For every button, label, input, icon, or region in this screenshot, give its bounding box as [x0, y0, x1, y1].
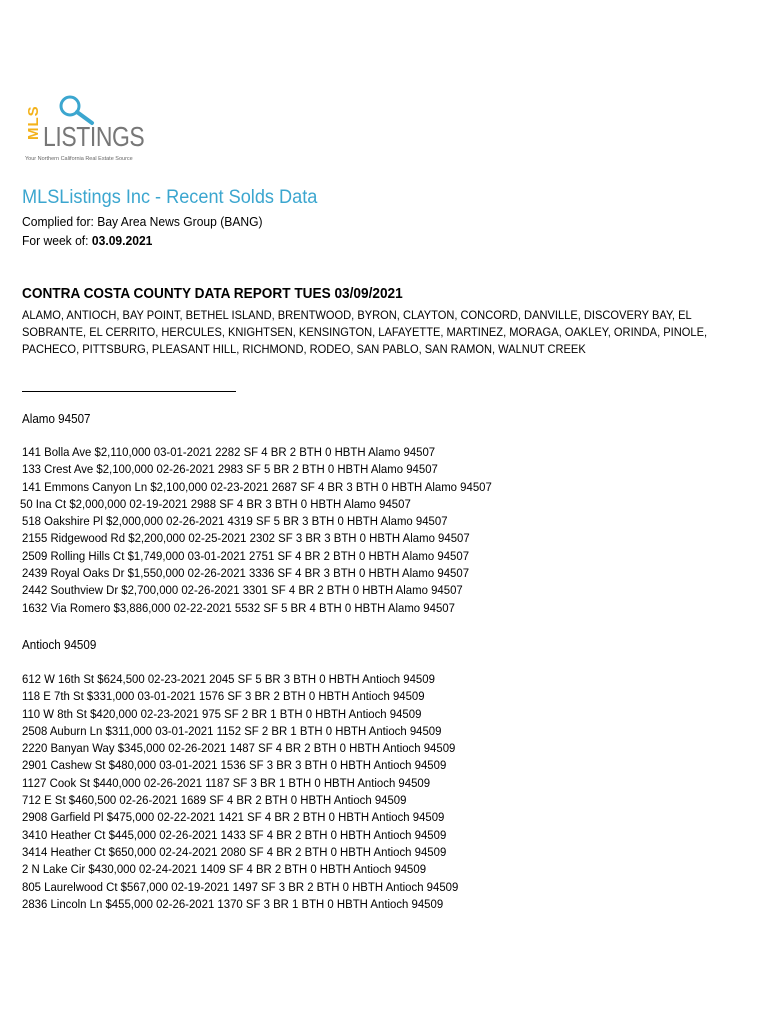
listing-row: 2439 Royal Oaks Dr $1,550,000 02-26-2021 3336 SF 4 BR 3 BTH 0 HBTH Alamo 94507: [22, 566, 470, 581]
separator-line: [22, 391, 236, 392]
listing-row: 1127 Cook St $440,000 02-26-2021 1187 SF 3 BR 1 BTH 0 HBTH Antioch 94509: [22, 775, 431, 790]
listing-row: 50 Ina Ct $2,000,000 02-19-2021 2988 SF 4 BR 3 BTH 0 HBTH Alamo 94507: [20, 496, 411, 511]
week-of-label: For week of:: [22, 233, 92, 248]
listing-row: 2155 Ridgewood Rd $2,200,000 02-25-2021 2302 SF 3 BR 3 BTH 0 HBTH Alamo 94507: [22, 531, 470, 546]
listing-row: 2836 Lincoln Ln $455,000 02-26-2021 1370 SF 3 BR 1 BTH 0 HBTH Antioch 94509: [22, 896, 444, 911]
listing-row: 805 Laurelwood Ct $567,000 02-19-2021 1497 SF 3 BR 2 BTH 0 HBTH Antioch 94509: [22, 879, 459, 894]
listing-row: 118 E 7th St $331,000 03-01-2021 1576 SF 3 BR 2 BTH 0 HBTH Antioch 94509: [22, 689, 425, 704]
listing-row: 2908 Garfield Pl $475,000 02-22-2021 1421 SF 4 BR 2 BTH 0 HBTH Antioch 94509: [22, 810, 445, 825]
listing-row: 2901 Cashew St $480,000 03-01-2021 1536 SF 3 BR 3 BTH 0 HBTH Antioch 94509: [22, 758, 447, 773]
compiled-for: Complied for: Bay Area News Group (BANG): [22, 214, 263, 229]
listing-row: 141 Bolla Ave $2,110,000 03-01-2021 2282 SF 4 BR 2 BTH 0 HBTH Alamo 94507: [22, 445, 436, 459]
cities-line: SOBRANTE, EL CERRITO, HERCULES, KNIGHTSEN, KENSINGTON, LAFAYETTE, MARTINEZ, MORAGA, OAKLEY, ORINDA, PINOLE,: [22, 325, 708, 340]
area-heading-antioch: Antioch 94509: [22, 638, 97, 652]
week-of-value: 03.09.2021: [91, 233, 153, 248]
cities-line: ALAMO, ANTIOCH, BAY POINT, BETHEL ISLAND, BRENTWOOD, BYRON, CLAYTON, CONCORD, DANVILLE, DISCOVERY BAY, EL: [22, 308, 692, 322]
listing-row: 2509 Rolling Hills Ct $1,749,000 03-01-2021 2751 SF 4 BR 2 BTH 0 HBTH Alamo 94507: [22, 548, 470, 563]
page-title: MLSListings Inc - Recent Solds Data: [22, 186, 318, 208]
listing-row: 3410 Heather Ct $445,000 02-26-2021 1433 SF 4 BR 2 BTH 0 HBTH Antioch 94509: [22, 827, 447, 842]
logo-listings-text: LISTINGS: [43, 121, 145, 152]
listing-row: 133 Crest Ave $2,100,000 02-26-2021 2983 SF 5 BR 2 BTH 0 HBTH Alamo 94507: [22, 462, 438, 477]
listing-row: 141 Emmons Canyon Ln $2,100,000 02-23-2021 2687 SF 4 BR 3 BTH 0 HBTH Alamo 94507: [22, 479, 492, 494]
listing-row: 2442 Southview Dr $2,700,000 02-26-2021 3301 SF 4 BR 2 BTH 0 HBTH Alamo 94507: [22, 583, 463, 598]
listing-antioch: [22, 671, 762, 913]
logo-mls-text: MLS: [25, 105, 42, 141]
listing-row: 2 N Lake Cir $430,000 02-24-2021 1409 SF 4 BR 2 BTH 0 HBTH Antioch 94509: [22, 862, 427, 877]
listing-row: 3414 Heather Ct $650,000 02-24-2021 2080 SF 4 BR 2 BTH 0 HBTH Antioch 94509: [22, 844, 447, 859]
listing-row: 110 W 8th St $420,000 02-23-2021 975 SF 2 BR 1 BTH 0 HBTH Antioch 94509: [22, 706, 422, 721]
listing-row: 712 E St $460,500 02-26-2021 1689 SF 4 BR 2 BTH 0 HBTH Antioch 94509: [22, 793, 407, 808]
listing-alamo: [22, 444, 762, 617]
area-heading-alamo: Alamo 94507: [22, 412, 91, 426]
listing-row: 1632 Via Romero $3,886,000 02-22-2021 5532 SF 5 BR 4 BTH 0 HBTH Alamo 94507: [22, 600, 455, 615]
cities-list: [22, 307, 707, 359]
report-heading: CONTRA COSTA COUNTY DATA REPORT TUES 03/09/2021: [22, 286, 403, 302]
listing-row: 2220 Banyan Way $345,000 02-26-2021 1487 SF 4 BR 2 BTH 0 HBTH Antioch 94509: [22, 741, 456, 756]
mlslistings-logo: [24, 92, 174, 167]
logo-tagline: Your Northern California Real Estate Source: [25, 156, 133, 162]
week-of: [22, 233, 152, 248]
listing-row: 612 W 16th St $624,500 02-23-2021 2045 SF 5 BR 3 BTH 0 HBTH Antioch 94509: [22, 672, 435, 686]
cities-line: PACHECO, PITTSBURG, PLEASANT HILL, RICHMOND, RODEO, SAN PABLO, SAN RAMON, WALNUT CREEK: [22, 342, 586, 357]
listing-row: 518 Oakshire Pl $2,000,000 02-26-2021 4319 SF 5 BR 3 BTH 0 HBTH Alamo 94507: [22, 514, 448, 529]
listing-row: 2508 Auburn Ln $311,000 03-01-2021 1152 SF 2 BR 1 BTH 0 HBTH Antioch 94509: [22, 723, 442, 738]
